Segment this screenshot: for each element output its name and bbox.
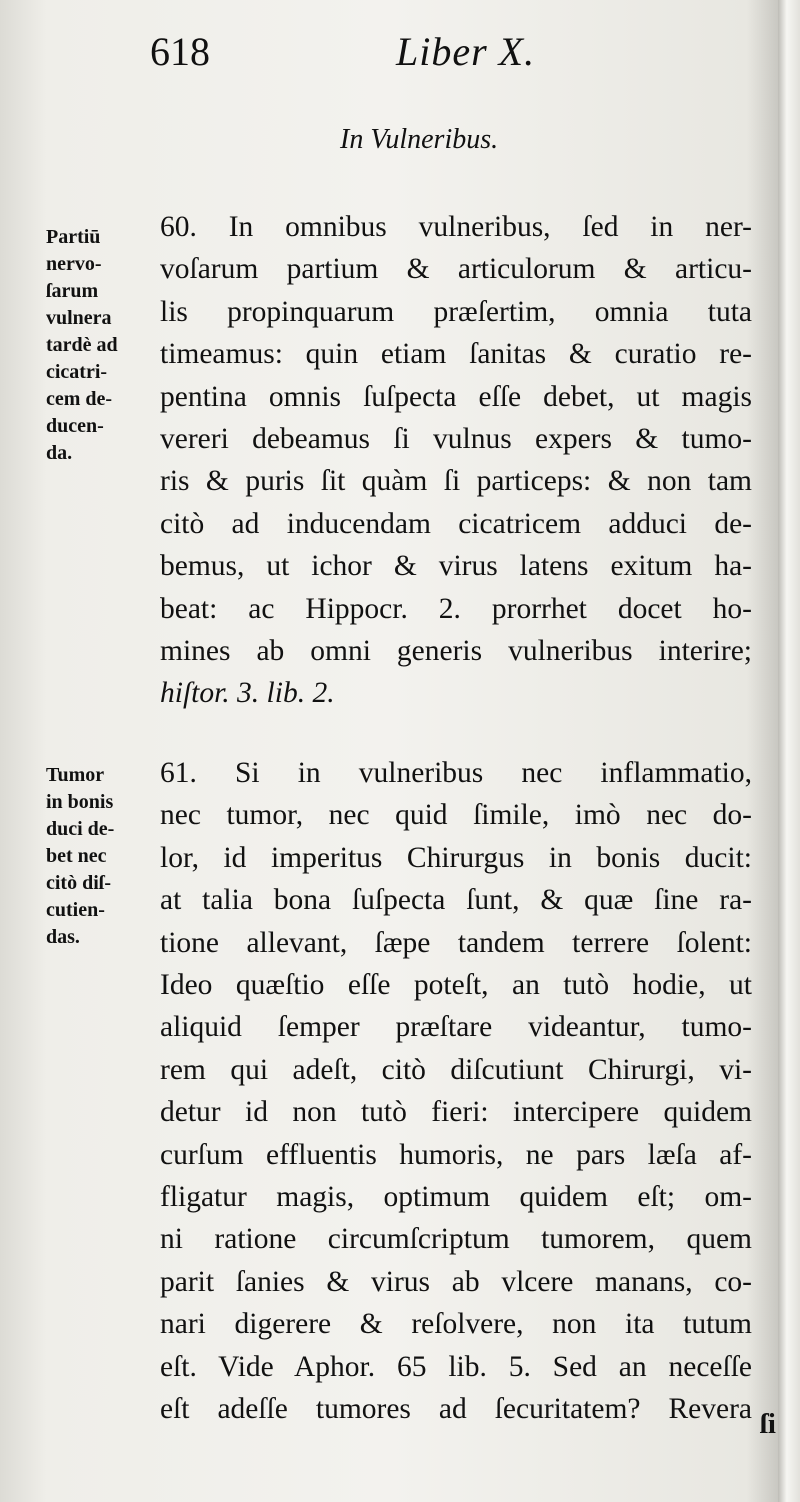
text-line: 60. In omnibus vulneribus, ſed in ner-: [160, 211, 752, 243]
margin-line: Partiū: [46, 226, 101, 248]
margin-line: ducen-: [46, 415, 104, 437]
text-line: beat: ac Hippocr. 2. prorrhet docet ho-: [160, 592, 752, 625]
text-line: nari digerere & reſolvere, non ita tutum: [160, 1308, 752, 1341]
catchword: ſi: [759, 1408, 776, 1440]
text-line: lor, id imperitus Chirurgus in bonis ducit:: [160, 841, 752, 874]
text-line: citò ad inducendam cicatricem adduci de-: [160, 507, 752, 540]
text-line: vereri debeamus ſi vulnus expers & tumo-: [160, 423, 752, 456]
margin-line: citò diſ-: [46, 872, 111, 894]
text-line: curſum effluentis humoris, ne pars læſa af-: [160, 1138, 752, 1171]
text-line: voſarum partium & articulorum & articu-: [160, 253, 752, 286]
page-edge: [778, 0, 800, 1502]
margin-line: ſarum: [46, 280, 99, 302]
text-line: tione allevant, ſæpe tandem terrere ſolent:: [160, 926, 752, 959]
margin-line: cutien-: [46, 899, 105, 921]
text-line: rem qui adeſt, citò diſcutiunt Chirurgi, vi-: [160, 1053, 752, 1086]
text-line: ni ratione circumſcriptum tumorem, quem: [160, 1223, 752, 1256]
section-title: In Vulneribus.: [340, 124, 499, 155]
text-line: lis propinquarum præſertim, omnia tuta: [160, 295, 752, 328]
text-line: bemus, ut ichor & virus latens exitum ha-: [160, 550, 752, 583]
text-line: aliquid ſemper præſtare videantur, tumo-: [160, 1011, 752, 1044]
margin-line: cem de-: [46, 388, 113, 410]
margin-line: das.: [46, 926, 80, 948]
margin-line: Tumor: [46, 764, 105, 786]
paragraph-60: [160, 206, 752, 715]
margin-line: duci de-: [46, 818, 115, 840]
margin-line: in bonis: [46, 791, 114, 813]
text-line: nec tumor, nec quid ſimile, imò nec do-: [160, 799, 752, 832]
margin-line: da.: [46, 442, 73, 464]
text-line: ris & puris ſit quàm ſi particeps: & non tam: [160, 465, 752, 498]
page-number: 618: [150, 29, 210, 74]
text-line: detur id non tutò fieri: intercipere quidem: [160, 1096, 752, 1129]
paragraph-61: [160, 752, 752, 1431]
text-line: mines ab omni generis vulneribus interire;: [160, 635, 752, 668]
text-line: pentina omnis ſuſpecta eſſe debet, ut magis: [160, 380, 752, 413]
page-header: [0, 28, 778, 88]
margin-line: vulnera: [46, 307, 112, 329]
text-line: 61. Si in vulneribus nec inflammatio,: [160, 757, 752, 789]
text-line: at talia bona ſuſpecta ſunt, & quæ ſine ra-: [160, 884, 752, 917]
margin-line: cicatri-: [46, 361, 108, 383]
text-line: eſt. Vide Aphor. 65 lib. 5. Sed an neceſſe: [160, 1350, 752, 1383]
marginal-note-2: [46, 762, 154, 951]
marginal-note-1: [46, 224, 154, 467]
text-line: hiſtor. 3. lib. 2.: [160, 677, 335, 710]
text-line: fligatur magis, optimum quidem eſt; om-: [160, 1181, 752, 1214]
text-line: Ideo quæſtio eſſe poteſt, an tutò hodie, ut: [160, 969, 752, 1002]
text-line: timeamus: quin etiam ſanitas & curatio re-: [160, 338, 752, 371]
text-line: parit ſanies & virus ab vlcere manans, co-: [160, 1265, 752, 1298]
margin-line: bet nec: [46, 845, 107, 867]
margin-line: tardè ad: [46, 334, 118, 356]
text-line: eſt adeſſe tumores ad ſecuritatem? Revera: [160, 1393, 752, 1426]
running-head: Liber X.: [396, 29, 536, 74]
margin-line: nervo-: [46, 253, 102, 275]
